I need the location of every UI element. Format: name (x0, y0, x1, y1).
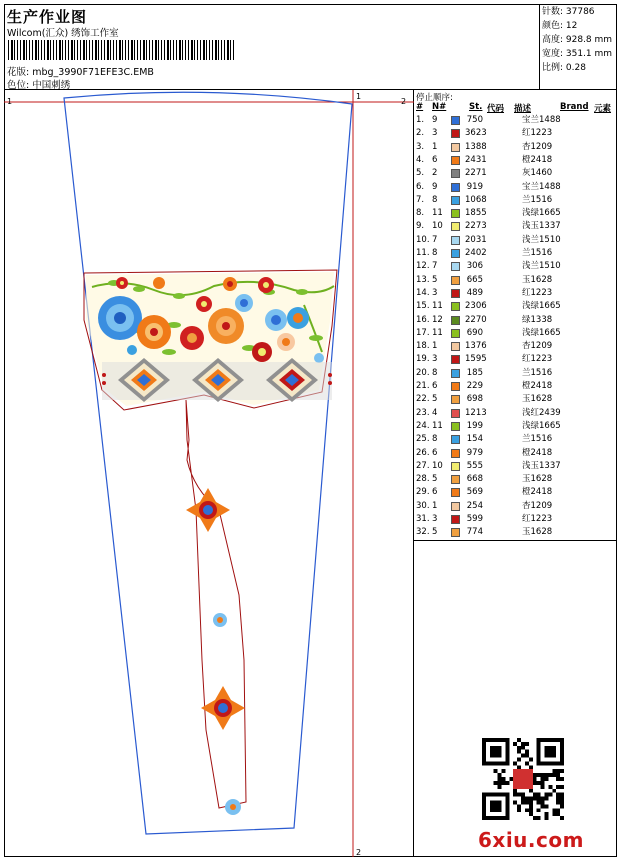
row-stitches: 2270 (465, 314, 487, 325)
flower-small-1 (116, 277, 128, 289)
strip-motif-2 (213, 613, 227, 627)
sequence-row (414, 127, 617, 140)
row-needle: 8 (432, 434, 438, 445)
sequence-row (414, 460, 617, 473)
row-stitches: 555 (466, 460, 483, 471)
stat-colors: 颜色: 12 (542, 21, 578, 31)
col-st: St. (469, 102, 483, 112)
flower-red-small (196, 296, 212, 312)
header (4, 4, 539, 90)
strip-motif-4 (225, 799, 241, 815)
row-stitches: 154 (466, 434, 483, 445)
row-number: 21. (416, 381, 430, 391)
row-number: 10. (416, 234, 430, 245)
row-description: 兰1516 (522, 194, 553, 205)
row-description: 橙2418 (522, 447, 553, 458)
row-stitches: 185 (466, 367, 483, 378)
row-number: 13. (416, 274, 430, 285)
row-needle: 7 (432, 234, 438, 245)
row-description: 浅兰1510 (522, 261, 561, 272)
row-needle: 12 (432, 314, 443, 325)
row-stitches: 2271 (465, 168, 487, 179)
row-description: 浅兰1510 (522, 234, 561, 245)
row-stitches: 2306 (465, 301, 487, 312)
row-description: 浅绿1665 (522, 301, 561, 312)
pattern-label: 花版: (7, 67, 30, 78)
stats-box (539, 4, 617, 90)
row-needle: 7 (432, 261, 438, 272)
color-swatch (451, 528, 460, 537)
sequence-row (414, 274, 617, 287)
color-value: 中国刺绣 (32, 80, 71, 91)
flower-small-4 (127, 345, 137, 355)
color-swatch (451, 129, 460, 138)
row-number: 9. (416, 221, 425, 232)
stat-height: 高度: 928.8 mm (542, 35, 613, 45)
row-stitches: 229 (466, 381, 483, 391)
row-stitches: 919 (466, 181, 483, 192)
sequence-row (414, 220, 617, 233)
row-needle: 4 (432, 407, 438, 418)
color-swatch (451, 183, 460, 192)
color-swatch (451, 369, 460, 378)
row-needle: 9 (432, 181, 438, 192)
color-swatch (451, 289, 460, 298)
row-number: 18. (416, 341, 430, 352)
flower-blue-3 (287, 307, 309, 329)
row-number: 31. (416, 514, 430, 524)
sequence-row (414, 367, 617, 380)
row-needle: 5 (432, 394, 438, 405)
row-stitches: 599 (466, 514, 483, 524)
row-stitches: 774 (466, 527, 483, 538)
row-needle: 6 (432, 381, 438, 391)
row-description: 宝兰1488 (522, 115, 561, 125)
sequence-row (414, 500, 617, 513)
strip-motif-1 (186, 488, 230, 532)
row-needle: 8 (432, 194, 438, 205)
qr-stamp-logo (513, 769, 533, 789)
row-needle: 1 (432, 500, 438, 511)
row-number: 7. (416, 194, 425, 205)
row-number: 32. (416, 527, 430, 538)
color-swatch (451, 236, 460, 245)
row-stitches: 306 (466, 261, 483, 272)
color-swatch (451, 262, 460, 271)
row-needle: 5 (432, 274, 438, 285)
flower-blue-large (98, 296, 142, 340)
sequence-row (414, 433, 617, 446)
row-needle: 3 (432, 287, 438, 298)
row-description: 兰1516 (522, 434, 553, 445)
color-swatch (451, 222, 460, 231)
row-description: 玉1628 (522, 394, 553, 405)
row-description: 兰1516 (522, 248, 553, 258)
row-number: 26. (416, 447, 430, 458)
color-swatch (451, 116, 460, 125)
marker-top-right: 2 (401, 97, 407, 106)
row-description: 红1223 (522, 354, 553, 365)
row-description: 灰1460 (522, 168, 553, 179)
pattern-line (7, 64, 154, 78)
row-stitches: 1068 (465, 194, 487, 205)
sequence-row (414, 141, 617, 154)
color-swatch (451, 435, 460, 444)
color-swatch (451, 302, 460, 311)
col-elem: 元素 (594, 104, 612, 114)
color-swatch (451, 515, 460, 524)
row-needle: 3 (432, 128, 438, 139)
row-needle: 11 (432, 420, 443, 431)
row-number: 22. (416, 394, 430, 405)
strip-motif-3 (201, 686, 245, 730)
row-number: 24. (416, 420, 430, 431)
sequence-row (414, 353, 617, 366)
row-stitches: 3623 (465, 128, 487, 139)
sequence-row (414, 154, 617, 167)
qr-code (482, 738, 564, 820)
sequence-row (414, 247, 617, 260)
row-description: 红1223 (522, 128, 553, 139)
row-number: 30. (416, 500, 430, 511)
sequence-row (414, 234, 617, 247)
stat-scale: 比例: 0.28 (542, 63, 586, 73)
row-number: 29. (416, 487, 430, 498)
sequence-row (414, 194, 617, 207)
row-number: 17. (416, 327, 430, 338)
row-stitches: 690 (466, 327, 483, 338)
embroidery-outline-strip (186, 400, 246, 808)
row-needle: 5 (432, 474, 438, 485)
sequence-row (414, 393, 617, 406)
row-description: 浅玉1337 (522, 221, 561, 232)
embroidery-preview (4, 90, 414, 857)
marker-top-left: 1 (7, 97, 13, 106)
flower-blue-4 (235, 294, 253, 312)
sequence-row (414, 340, 617, 353)
sequence-row (414, 486, 617, 499)
row-number: 3. (416, 141, 425, 152)
row-needle: 3 (432, 354, 438, 365)
row-stitches: 1855 (465, 208, 487, 219)
row-description: 橙2418 (522, 487, 553, 498)
color-swatch (451, 169, 460, 178)
sequence-row (414, 167, 617, 180)
color-swatch (451, 143, 460, 152)
color-swatch (451, 329, 460, 338)
color-swatch (451, 449, 460, 458)
row-stitches: 665 (466, 274, 483, 285)
design-area (4, 90, 414, 857)
row-number: 8. (416, 208, 425, 219)
row-description: 兰1516 (522, 367, 553, 378)
sequence-row (414, 287, 617, 300)
row-description: 红1223 (522, 287, 553, 298)
row-description: 杏1209 (522, 341, 553, 352)
row-description: 红1223 (522, 514, 553, 524)
flower-peach (277, 333, 295, 351)
page-title: 生产作业图 (7, 8, 88, 26)
flower-orange-1 (137, 315, 171, 349)
row-number: 16. (416, 314, 430, 325)
row-stitches: 2431 (465, 154, 487, 165)
sequence-row (414, 314, 617, 327)
color-label: 色位: (7, 80, 30, 91)
pattern-value: mbg_3990F71EFE3C.EMB (32, 67, 154, 78)
row-needle: 8 (432, 367, 438, 378)
flower-red-1 (180, 326, 204, 350)
sequence-row (414, 447, 617, 460)
sequence-row (414, 300, 617, 313)
flower-red-2 (252, 342, 272, 362)
stat-stitches: 针数: 37786 (542, 7, 595, 17)
diamond-row (102, 358, 332, 402)
color-swatch (451, 475, 460, 484)
stop-sequence-panel (414, 90, 617, 541)
col-desc: 描述 (514, 104, 532, 114)
row-needle: 3 (432, 514, 438, 524)
row-needle: 5 (432, 527, 438, 538)
row-needle: 10 (432, 221, 443, 232)
row-number: 27. (416, 460, 430, 471)
row-stitches: 1213 (465, 407, 487, 418)
flower-red-top (258, 277, 274, 293)
row-needle: 11 (432, 208, 443, 219)
row-stitches: 2402 (465, 248, 487, 258)
col-code: 代码 (487, 104, 505, 114)
sequence-row (414, 513, 617, 526)
row-description: 玉1628 (522, 274, 553, 285)
color-swatch (451, 249, 460, 258)
row-number: 28. (416, 474, 430, 485)
sequence-row (414, 207, 617, 220)
color-swatch (451, 502, 460, 511)
row-stitches: 750 (466, 115, 483, 125)
row-needle: 6 (432, 154, 438, 165)
row-needle: 6 (432, 487, 438, 498)
row-description: 浅玉1337 (522, 460, 561, 471)
row-needle: 1 (432, 141, 438, 152)
row-stitches: 254 (466, 500, 483, 511)
flower-blue-2 (265, 309, 287, 331)
row-needle: 10 (432, 460, 443, 471)
row-description: 橙2418 (522, 381, 553, 391)
row-description: 玉1628 (522, 527, 553, 538)
row-description: 绿1338 (522, 314, 553, 325)
row-needle: 8 (432, 248, 438, 258)
row-stitches: 1388 (465, 141, 487, 152)
stat-width: 宽度: 351.1 mm (542, 49, 613, 59)
marker-top-center: 1 (356, 92, 362, 101)
color-swatch (451, 488, 460, 497)
row-stitches: 1376 (465, 341, 487, 352)
sequence-row (414, 473, 617, 486)
row-number: 11. (416, 248, 430, 258)
row-stitches: 569 (466, 487, 483, 498)
sequence-row (414, 327, 617, 340)
marker-bottom-center: 2 (356, 848, 362, 857)
row-number: 19. (416, 354, 430, 365)
col-brand: Brand (560, 102, 589, 112)
sequence-row (414, 181, 617, 194)
row-number: 14. (416, 287, 430, 298)
row-stitches: 668 (466, 474, 483, 485)
flower-small-3 (314, 353, 324, 363)
row-number: 15. (416, 301, 430, 312)
col-needle: N# (432, 102, 447, 112)
color-swatch (451, 209, 460, 218)
flower-orange-2 (208, 308, 244, 344)
color-swatch (451, 276, 460, 285)
flower-orange-top (223, 277, 237, 291)
watermark: 6xiu.com (478, 828, 584, 852)
row-description: 杏1209 (522, 141, 553, 152)
row-number: 5. (416, 168, 425, 179)
row-stitches: 199 (466, 420, 483, 431)
row-number: 1. (416, 115, 425, 125)
row-description: 橙2418 (522, 154, 553, 165)
barcode (8, 40, 236, 60)
row-needle: 6 (432, 447, 438, 458)
row-stitches: 2031 (465, 234, 487, 245)
sequence-row (414, 260, 617, 273)
row-needle: 11 (432, 301, 443, 312)
company-name: Wilcom(汇众) 绣饰工作室 (7, 28, 119, 39)
sequence-row (414, 380, 617, 393)
row-description: 宝兰1488 (522, 181, 561, 192)
sequence-row (414, 114, 617, 127)
flower-small-2 (153, 277, 165, 289)
color-swatch (451, 355, 460, 364)
color-swatch (451, 422, 460, 431)
color-swatch (451, 342, 460, 351)
row-number: 2. (416, 128, 425, 139)
color-swatch (451, 382, 460, 391)
color-swatch (451, 395, 460, 404)
sequence-title: 停止顺序: (416, 93, 453, 103)
row-needle: 1 (432, 341, 438, 352)
row-number: 20. (416, 367, 430, 378)
row-stitches: 979 (466, 447, 483, 458)
row-number: 23. (416, 407, 430, 418)
color-swatch (451, 462, 460, 471)
color-swatch (451, 316, 460, 325)
row-description: 浅绿1665 (522, 327, 561, 338)
col-no: # (416, 102, 424, 112)
sequence-row (414, 420, 617, 433)
row-description: 浅红2439 (522, 407, 561, 418)
row-number: 6. (416, 181, 425, 192)
sequence-row (414, 407, 617, 420)
row-stitches: 489 (466, 287, 483, 298)
row-description: 玉1628 (522, 474, 553, 485)
row-number: 4. (416, 154, 425, 165)
row-stitches: 698 (466, 394, 483, 405)
color-swatch (451, 156, 460, 165)
color-swatch (451, 196, 460, 205)
color-line (7, 77, 70, 91)
row-description: 浅绿1665 (522, 208, 561, 219)
sequence-row (414, 526, 617, 539)
row-stitches: 1595 (465, 354, 487, 365)
row-description: 杏1209 (522, 500, 553, 511)
row-needle: 11 (432, 327, 443, 338)
row-description: 浅绿1665 (522, 420, 561, 431)
row-needle: 9 (432, 115, 438, 125)
color-swatch (451, 409, 460, 418)
row-needle: 2 (432, 168, 438, 179)
row-stitches: 2273 (465, 221, 487, 232)
row-number: 12. (416, 261, 430, 272)
garment-outline (64, 92, 352, 834)
row-number: 25. (416, 434, 430, 445)
